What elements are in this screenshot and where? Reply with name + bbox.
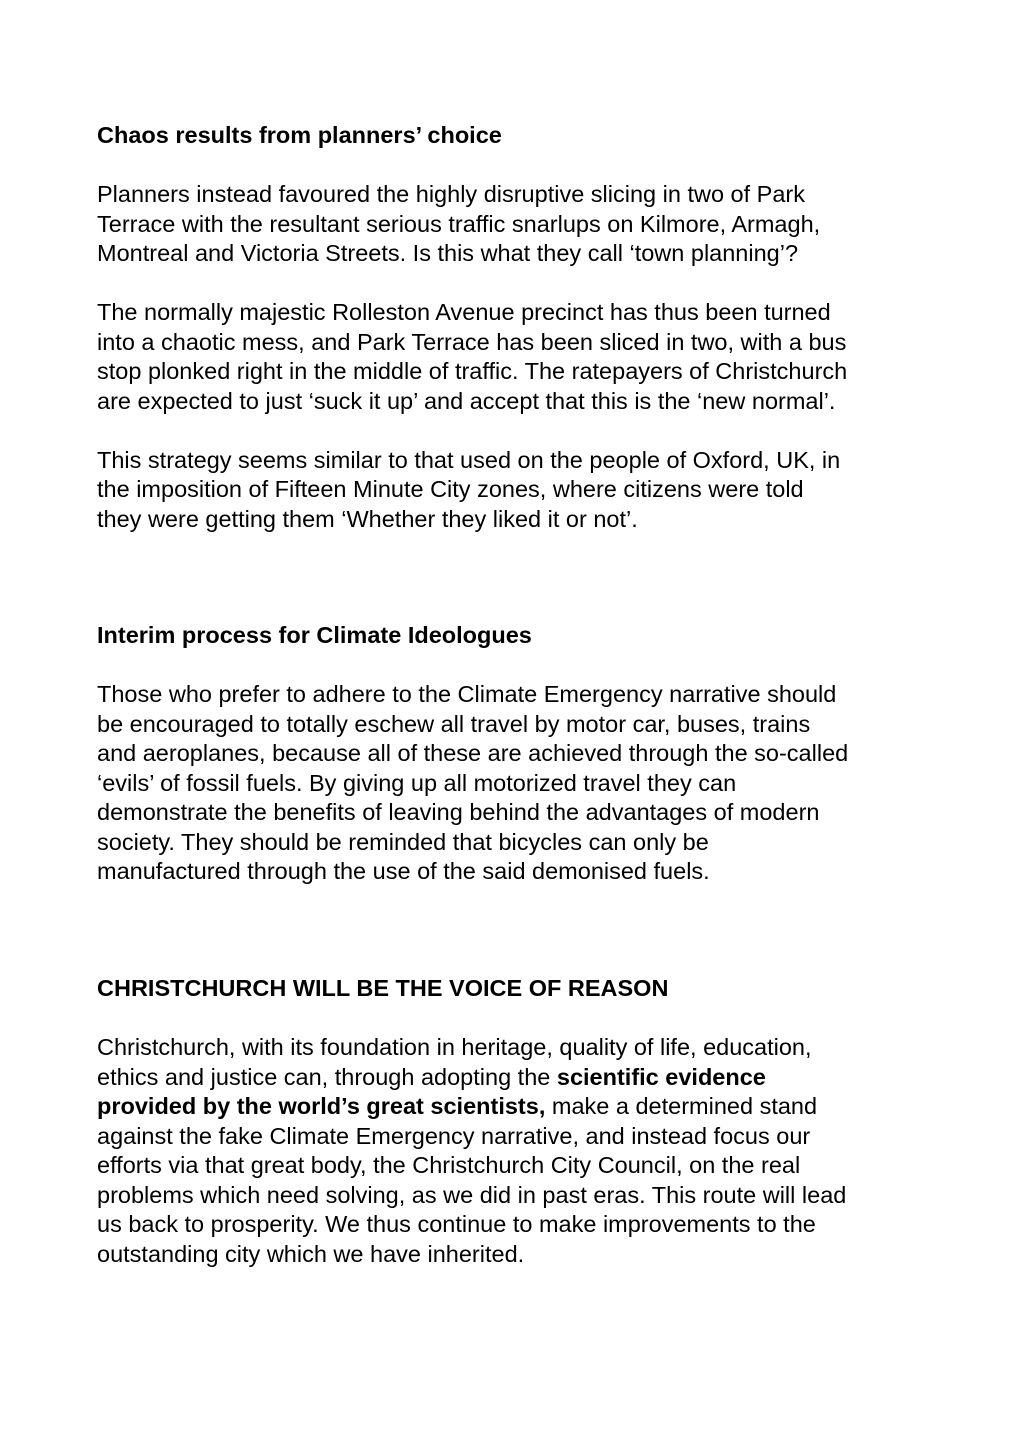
bold-text-run: provided by the world’s great scientists, [97,1093,546,1119]
text-run: ethics and justice can, through adopting the [97,1063,557,1090]
text-line: they were getting them ‘Whether they liked it or not’. [97,505,638,532]
text-line: efforts via that great body, the Christchurch City Council, on the real [97,1152,801,1178]
text-line [97,1092,927,1122]
text-line: Terrace with the resultant serious traffic snarlups on Kilmore, Armagh, [97,210,821,237]
text-line: Christchurch, with its foundation in heritage, quality of life, education, [97,1034,812,1060]
text-line: The normally majestic Rolleston Avenue precinct has thus been turned [97,299,831,325]
text-line: against the fake Climate Emergency narrative, and instead focus our [97,1122,811,1149]
section-heading: Interim process for Climate Ideologues [97,622,532,648]
text-run: make a determined stand [545,1093,818,1119]
section-heading: CHRISTCHURCH WILL BE THE VOICE OF REASON [97,975,669,1001]
text-line: stop plonked right in the middle of traffic. The ratepayers of Christchurch [97,358,848,384]
bold-text-run: scientific evidence [556,1063,766,1090]
paragraph [97,446,927,535]
text-line: us back to prosperity. We thus continue to make improvements to the [97,1211,816,1237]
text-line: society. They should be reminded that bicycles can only be [97,828,709,855]
text-line: into a chaotic mess, and Park Terrace has been sliced in two, with a bus [97,328,847,355]
text-line: problems which need solving, as we did in past eras. This route will lead [97,1181,847,1208]
paragraph [97,1033,927,1269]
paragraph [97,680,927,887]
section-chaos [97,121,927,534]
text-line: the imposition of Fifteen Minute City zones, where citizens were told [97,476,804,502]
text-line: demonstrate the benefits of leaving behind the advantages of modern [97,799,820,825]
text-line: Planners instead favoured the highly disruptive slicing in two of Park [97,181,805,207]
text-line: are expected to just ‘suck it up’ and accept that this is the ‘new normal’. [97,387,836,414]
text-line: Montreal and Victoria Streets. Is this what they call ‘town planning’? [97,240,799,266]
paragraph [97,180,927,269]
text-line [97,1063,927,1093]
text-line: outstanding city which we have inherited. [97,1240,525,1267]
text-line: be encouraged to totally eschew all travel by motor car, buses, trains [97,710,811,737]
paragraph [97,298,927,416]
text-line: Those who prefer to adhere to the Climate Emergency narrative should [97,681,837,707]
text-line: manufactured through the use of the said demonised fuels. [97,858,710,884]
text-line: This strategy seems similar to that used on the people of Oxford, UK, in [97,446,841,473]
section-heading: Chaos results from planners’ choice [97,122,502,148]
section-voice-of-reason [97,974,927,1269]
section-interim-process [97,621,927,887]
text-line: ‘evils’ of fossil fuels. By giving up all motorized travel they can [97,769,737,796]
text-line: and aeroplanes, because all of these are achieved through the so-called [97,740,849,766]
